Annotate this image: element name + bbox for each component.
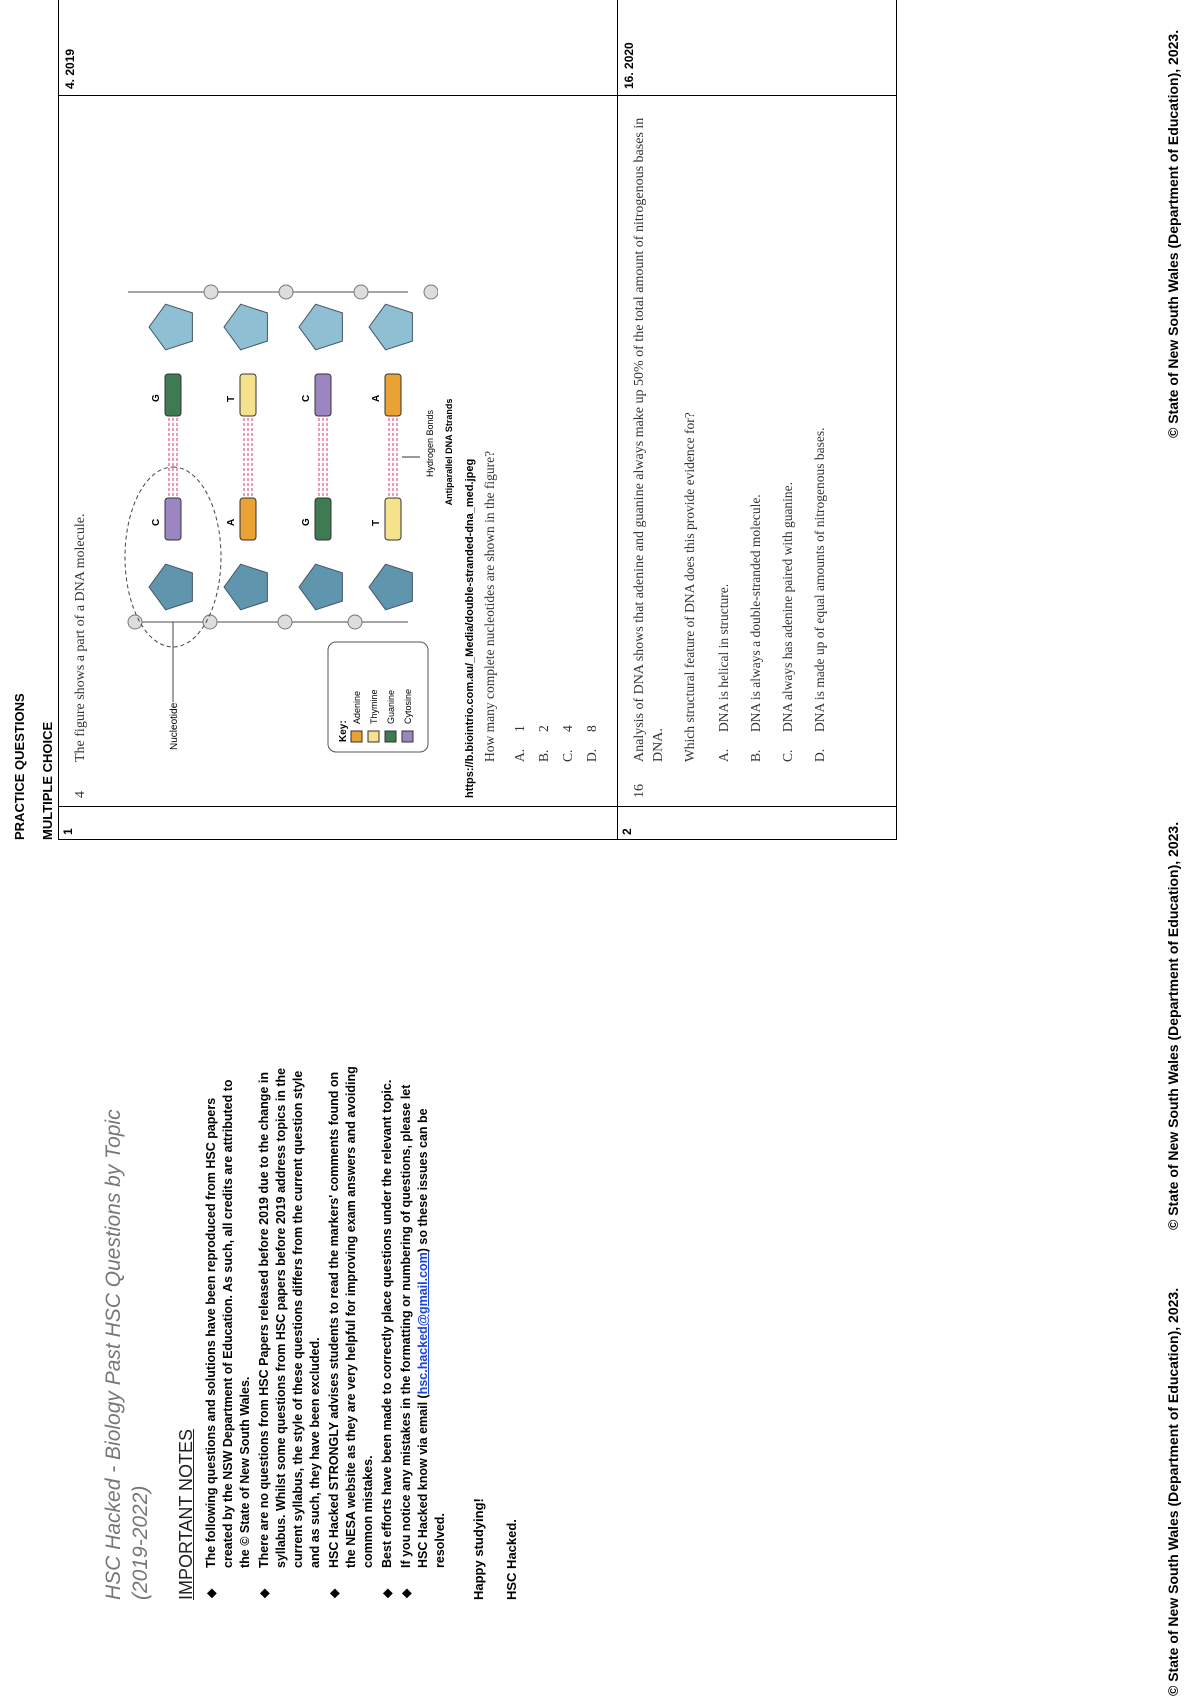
- option-a[interactable]: [508, 104, 532, 762]
- sugar-pentagon: [369, 564, 412, 610]
- option-text: 8: [584, 725, 599, 732]
- note-text: If you notice any mistakes in the formatting or numbering of questions, please let HSC Hacked know via email (: [399, 1084, 430, 1568]
- notes-heading: IMPORTANT NOTES: [176, 1428, 196, 1600]
- sugar-group: [128, 285, 438, 629]
- key-title: Key:: [338, 720, 349, 742]
- option-letter: D.: [812, 748, 827, 762]
- base-letter: C: [151, 518, 162, 526]
- option-c[interactable]: [772, 104, 804, 762]
- sugar-pentagon: [299, 564, 342, 610]
- key-swatch: [351, 731, 362, 742]
- question-text: Which structural feature of DNA does this provide evidence for?: [682, 412, 697, 762]
- base-letter: C: [301, 394, 312, 402]
- question-number: 4: [73, 791, 88, 798]
- note-item: ◆ HSC Hacked STRONGLY advises students to read the markers' comments found on the NESA website as they are very helpful for improving exam answers and avoiding common mistakes.: [326, 1060, 377, 1568]
- phosphate-circle: [279, 285, 293, 299]
- note-item: [398, 1060, 449, 1568]
- cover-title: HSC Hacked - Biology Past HSC Questions by Topic (2019-2022): [102, 1109, 152, 1600]
- row-number: 2: [618, 807, 897, 840]
- key-label: Cytosine: [403, 688, 413, 724]
- note-item: ◆ There are no questions from HSC Papers released before 2019 due to the change in syllabus. Whilst some questions from HSC papers before 2019 address topics in the current syllabus, the style of these questions differs from the current question style and as such, they have been excluded.: [256, 1060, 324, 1568]
- options-list: [708, 104, 836, 762]
- base-letter: G: [301, 518, 312, 526]
- phosphate-circle: [278, 615, 292, 629]
- option-letter: A.: [716, 748, 731, 762]
- table-row: [618, 0, 897, 840]
- base-block: [315, 498, 331, 540]
- option-d[interactable]: [580, 104, 604, 762]
- option-c[interactable]: [556, 104, 580, 762]
- cover-page: [100, 1060, 519, 1600]
- option-text: DNA is always a double-stranded molecule.: [748, 494, 763, 732]
- option-text: 4: [560, 725, 575, 732]
- option-text: DNA always has adenine paired with guanine.: [780, 481, 795, 732]
- note-item: ◆ Best efforts have been made to correctly place questions under the relevant topic.: [379, 1060, 396, 1568]
- figure-caption: Antiparallel DNA Strands: [444, 398, 454, 506]
- key-label: Thymine: [369, 689, 379, 724]
- option-text: 2: [536, 725, 551, 732]
- question-cell: [618, 96, 897, 807]
- phosphate-circle: [354, 285, 368, 299]
- question-year: 4. 2019: [59, 0, 618, 96]
- option-b[interactable]: [532, 104, 556, 762]
- sugar-pentagon: [369, 304, 412, 350]
- sugar-pentagon: [149, 304, 192, 350]
- practice-heading: PRACTICE QUESTIONS: [12, 693, 27, 840]
- key-label: Adenine: [352, 690, 362, 724]
- phosphate-circle: [348, 615, 362, 629]
- table-row: [59, 0, 618, 840]
- option-letter: C.: [780, 749, 795, 762]
- options-list: [508, 104, 604, 762]
- questions-table: [58, 0, 897, 840]
- base-block: [240, 374, 256, 416]
- option-letter: A.: [512, 748, 527, 762]
- base-letter: T: [226, 395, 237, 402]
- option-text: DNA is helical in structure.: [716, 583, 731, 732]
- phosphate-circle: [128, 615, 142, 629]
- option-letter: C.: [560, 749, 575, 762]
- phosphate-circle: [424, 285, 438, 299]
- page-footer: © State of New South Wales (Department of Education), 2023.: [1165, 821, 1181, 1230]
- multiple-choice-heading: MULTIPLE CHOICE: [40, 721, 55, 840]
- page-footer: © State of New South Wales (Department of Education), 2023.: [1165, 1287, 1181, 1696]
- dna-diagram: [98, 142, 438, 762]
- sugar-pentagon: [299, 304, 342, 350]
- option-letter: B.: [536, 749, 551, 762]
- key-swatch: [385, 731, 396, 742]
- base-letter: A: [226, 518, 237, 526]
- question-cell: [59, 96, 618, 807]
- base-block: [165, 498, 181, 540]
- option-text: 1: [512, 725, 527, 732]
- base-block: [240, 498, 256, 540]
- phosphate-circle: [203, 615, 217, 629]
- closing-text: Happy studying!: [471, 1498, 486, 1600]
- dna-figure: [98, 142, 458, 762]
- signoff-text: HSC Hacked.: [504, 1519, 519, 1600]
- question-text: How many complete nucleotides are shown in the figure?: [482, 450, 497, 762]
- notes-list: [203, 1060, 449, 1600]
- figure-source-url[interactable]: https://b.biointrio.com.au/_Media/double-stranded-dna_med.jpeg: [464, 458, 476, 798]
- row-number: 1: [59, 807, 618, 840]
- base-letter: G: [151, 394, 162, 402]
- base-block: [315, 374, 331, 416]
- page-footer: © State of New South Wales (Department of Education), 2023.: [1165, 29, 1181, 438]
- practice-page: [2, 0, 897, 840]
- option-d[interactable]: [804, 104, 836, 762]
- sugar-pentagon: [224, 304, 267, 350]
- key-label: Guanine: [386, 689, 396, 724]
- question-year: 16. 2020: [618, 0, 897, 96]
- sugar-pentagon: [224, 564, 267, 610]
- base-letter: A: [371, 394, 382, 402]
- base-letter: T: [371, 519, 382, 526]
- phosphate-circle: [204, 285, 218, 299]
- base-pair-group: [151, 374, 401, 540]
- nucleotide-label: Nucleotide: [169, 702, 180, 750]
- option-letter: D.: [584, 748, 599, 762]
- option-b[interactable]: [740, 104, 772, 762]
- question-stem: Analysis of DNA shows that adenine and guanine always make up 50% of the total amount of nitrogenous bases in DNA.: [632, 117, 666, 762]
- option-text: DNA is made up of equal amounts of nitrogenous bases.: [812, 427, 827, 732]
- question-stem: The figure shows a part of a DNA molecule.: [73, 513, 88, 762]
- figure-key: [328, 642, 428, 752]
- option-a[interactable]: [708, 104, 740, 762]
- base-block: [165, 374, 181, 416]
- question-number: 16: [632, 784, 647, 798]
- base-block: [385, 498, 401, 540]
- sugar-pentagon: [149, 564, 192, 610]
- note-item: ◆ The following questions and solutions have been reproduced from HSC papers created by the NSW Department of Education. As such, all credits are attributed to the © State of New South Wales.: [203, 1060, 254, 1568]
- base-block: [385, 374, 401, 416]
- key-swatch: [368, 731, 379, 742]
- note-text: ) so these issues can be resolved.: [416, 1108, 447, 1568]
- email-link[interactable]: hsc.hacked@gmail.com: [416, 1252, 430, 1395]
- option-letter: B.: [748, 749, 763, 762]
- hydrogen-bonds-label: Hydrogen Bonds: [425, 409, 435, 477]
- key-swatch: [402, 731, 413, 742]
